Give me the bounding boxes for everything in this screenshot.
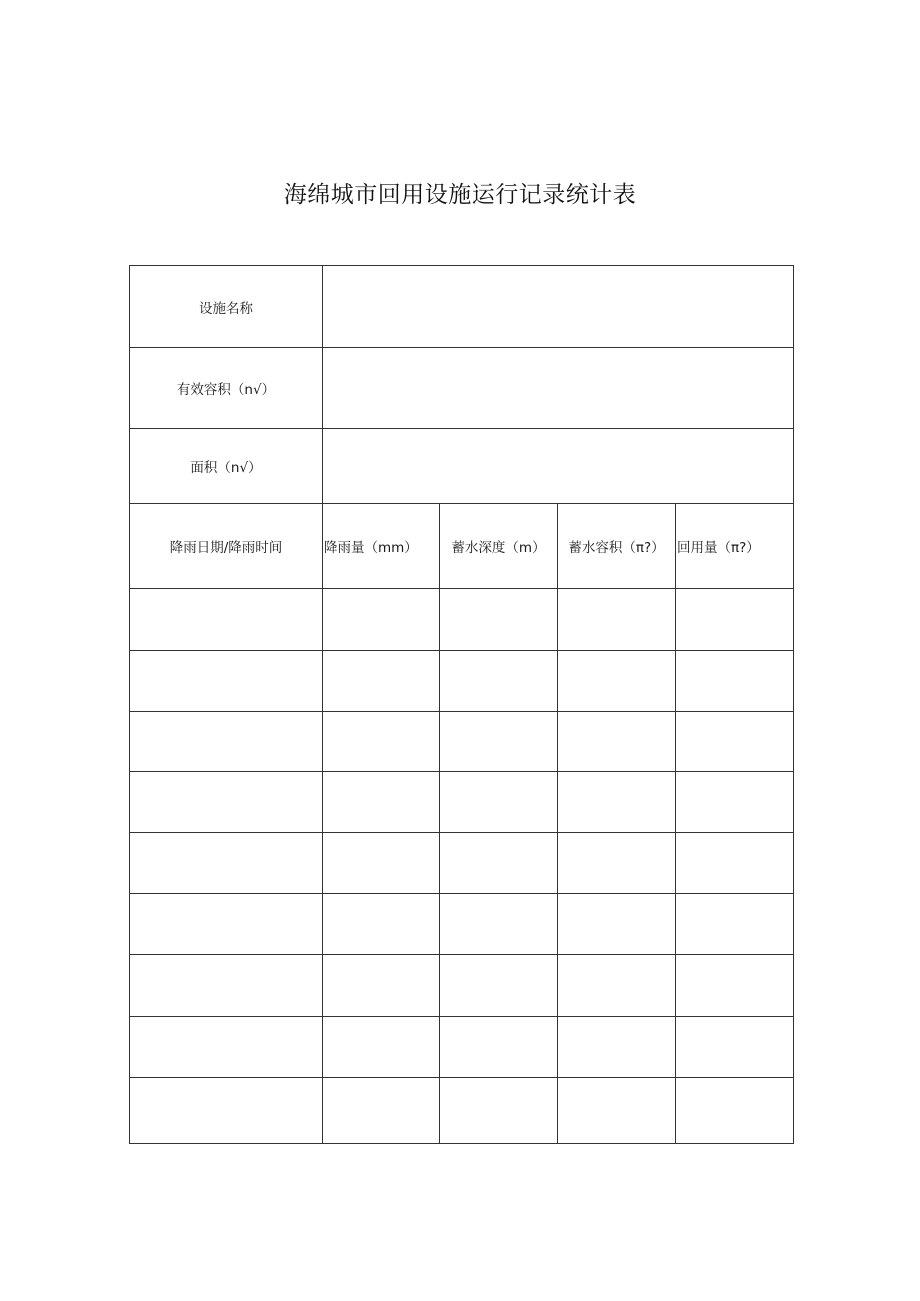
column-header-rainfall: 降雨量（mm）	[323, 504, 440, 589]
cell-rain-date[interactable]	[130, 772, 323, 833]
effective-volume-value[interactable]	[323, 348, 794, 429]
table-row	[130, 589, 794, 651]
facility-name-value[interactable]	[323, 266, 794, 348]
cell-water-depth[interactable]	[440, 833, 558, 894]
cell-rainfall[interactable]	[323, 1078, 440, 1144]
cell-rainfall[interactable]	[323, 1017, 440, 1078]
cell-water-depth[interactable]	[440, 712, 558, 772]
cell-storage-volume[interactable]	[558, 651, 676, 712]
column-header-storage-volume: 蓄水容积（π?）	[558, 504, 676, 589]
table-row	[130, 1078, 794, 1144]
cell-water-depth[interactable]	[440, 1078, 558, 1144]
cell-storage-volume[interactable]	[558, 955, 676, 1017]
table-row	[130, 651, 794, 712]
cell-rain-date[interactable]	[130, 1078, 323, 1144]
cell-rainfall[interactable]	[323, 651, 440, 712]
column-header-rain-date: 降雨日期/降雨时间	[130, 504, 323, 589]
effective-volume-label: 有效容积（n√）	[130, 348, 323, 429]
cell-water-depth[interactable]	[440, 1017, 558, 1078]
cell-storage-volume[interactable]	[558, 772, 676, 833]
cell-rain-date[interactable]	[130, 955, 323, 1017]
facility-name-label: 设施名称	[130, 266, 323, 348]
table-row	[130, 772, 794, 833]
info-row-area	[130, 429, 794, 504]
area-value[interactable]	[323, 429, 794, 504]
cell-reuse-volume[interactable]	[676, 955, 794, 1017]
cell-reuse-volume[interactable]	[676, 651, 794, 712]
cell-rain-date[interactable]	[130, 833, 323, 894]
cell-reuse-volume[interactable]	[676, 712, 794, 772]
cell-rainfall[interactable]	[323, 712, 440, 772]
cell-storage-volume[interactable]	[558, 712, 676, 772]
cell-reuse-volume[interactable]	[676, 894, 794, 955]
info-row-effective-volume	[130, 348, 794, 429]
document-title: 海绵城市回用设施运行记录统计表	[283, 182, 637, 208]
cell-rainfall[interactable]	[323, 833, 440, 894]
cell-rain-date[interactable]	[130, 1017, 323, 1078]
area-label: 面积（n√）	[130, 429, 323, 504]
table-row	[130, 894, 794, 955]
column-header-row	[130, 504, 794, 589]
cell-reuse-volume[interactable]	[676, 1078, 794, 1144]
cell-reuse-volume[interactable]	[676, 833, 794, 894]
cell-water-depth[interactable]	[440, 589, 558, 651]
cell-rain-date[interactable]	[130, 651, 323, 712]
table-row	[130, 955, 794, 1017]
table-row	[130, 1017, 794, 1078]
cell-storage-volume[interactable]	[558, 1017, 676, 1078]
record-table	[129, 265, 794, 1144]
cell-storage-volume[interactable]	[558, 833, 676, 894]
cell-water-depth[interactable]	[440, 955, 558, 1017]
cell-storage-volume[interactable]	[558, 894, 676, 955]
table-row	[130, 833, 794, 894]
column-header-water-depth: 蓄水深度（m）	[440, 504, 558, 589]
cell-water-depth[interactable]	[440, 894, 558, 955]
cell-rain-date[interactable]	[130, 894, 323, 955]
info-row-facility-name	[130, 266, 794, 348]
cell-rain-date[interactable]	[130, 712, 323, 772]
cell-storage-volume[interactable]	[558, 1078, 676, 1144]
cell-rainfall[interactable]	[323, 772, 440, 833]
cell-rain-date[interactable]	[130, 589, 323, 651]
table-row	[130, 712, 794, 772]
cell-reuse-volume[interactable]	[676, 772, 794, 833]
cell-storage-volume[interactable]	[558, 589, 676, 651]
column-header-reuse-volume: 回用量（π?）	[676, 504, 794, 589]
cell-reuse-volume[interactable]	[676, 1017, 794, 1078]
cell-reuse-volume[interactable]	[676, 589, 794, 651]
cell-rainfall[interactable]	[323, 589, 440, 651]
cell-water-depth[interactable]	[440, 772, 558, 833]
cell-water-depth[interactable]	[440, 651, 558, 712]
cell-rainfall[interactable]	[323, 894, 440, 955]
cell-rainfall[interactable]	[323, 955, 440, 1017]
